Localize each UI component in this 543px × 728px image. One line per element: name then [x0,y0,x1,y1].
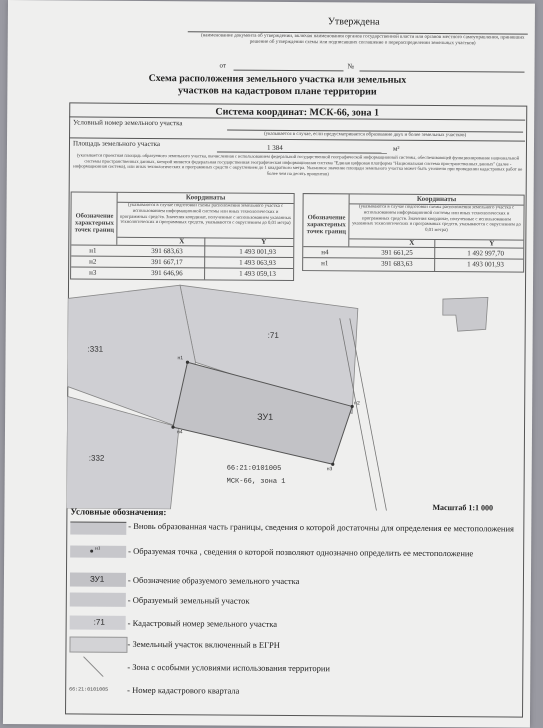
legend-item-quarter: - Номер кадастрового квартала [127,684,240,696]
legend-swatch-cadnum [70,615,126,629]
scale-label: Масштаб 1:1 000 [432,502,494,513]
left-row-pt-2: н2 [89,257,97,266]
parcel-right [443,297,488,331]
label-zu1: ЗУ1 [257,411,274,422]
legend-swatch-zu [70,572,126,586]
left-row-x-2: 391 667,17 [151,258,183,267]
document-sheet [3,0,535,728]
legend-item-egrn: - Земельный участок включенный в ЕГРН [127,638,280,650]
coords-table-left [70,191,295,281]
legend-swatch-formed [70,592,126,606]
point-col-header-right: Обозначение характерных точек границ [306,214,346,236]
label-n3: н3 [326,466,333,473]
left-row-pt-3: н3 [89,268,97,277]
date-line [234,70,344,72]
number-line [360,70,525,72]
y-col-header: Y [261,237,267,246]
right-row-x-2: 391 683,63 [381,259,413,268]
schema-title-2: участков на кадастровом плане территории [178,85,377,98]
left-row-y-1: 1 493 001,93 [239,247,277,256]
point-n1 [186,361,189,364]
label-332: :332 [88,453,105,463]
legend-swatch-cadnum-label: :71 [93,617,105,627]
legend-swatch-egrn [69,636,127,652]
conditional-number-label: Условный номер земельного участка [73,118,183,128]
left-row-y-2: 1 493 063,93 [239,258,276,267]
right-row-pt-1: н4 [321,248,329,257]
coords-note-right: (указываются в случае подготовки схемы расположения земельного участка с использованием информационной системы или иных технологических и программных средств. Значения координат, полученные с использованием указанных технологических и программных средств, указываются с округлением до 0,01 метра) [352,204,521,234]
y-col-header-right: Y [489,239,495,248]
x-col-header: X [179,237,185,246]
coords-header-right: Координаты [416,194,457,204]
label-71: :71 [267,330,279,340]
left-row-pt-1: н1 [89,246,97,255]
coords-header: Координаты [185,193,226,202]
schema-title-1: Схема расположения земельного участка или земельных [148,72,407,86]
area-value: 1 384 [266,143,283,152]
area-unit: м² [392,144,400,153]
number-label: № [347,62,355,71]
coords-note: (указываются в случае подготовки схемы расположения земельного участка с использованием информационной системы или иных технологических и программных средств. Значения координат, полученные с использованием указанных технологических и программных средств, указываются с округлением до 0,01 метра) [119,202,292,227]
approval-note: (наименование документа об утверждении, включая наименования органов государственной власти или органов местного самоуправления, принявших решение об утверждении схемы или подписавших соглашение о перераспределении земельных участков) [200,33,525,47]
from-label: от [219,61,227,70]
quarter-number: 66:21:0101005 [226,464,282,473]
point-col-header: Обозначение характерных точек границ [74,212,114,234]
map-cs: МСК-66, зона 1 [226,477,286,486]
area-label: Площадь земельного участка [72,139,161,149]
legend-item-formed: - Образуемый земельный участок [127,594,250,606]
label-n4: н4 [176,429,183,436]
legend-swatch-zone [69,656,125,676]
left-row-y-3: 1 493 059,13 [239,269,276,278]
legend-item-boundary: - Вновь образованная часть границы, сведения о которой достаточны для определения ее местоположения [128,520,514,534]
area-note: (указывается проектная площадь образуемого земельного участка, вычисленная с использованием федеральной государственной географической информационной системы, обеспечивающей функционирование национальной системы пространственных данных, которой является федеральная государственная географическая информационная система "Единая цифровая платформа "Национальная система пространственных данных" (далее - информационная система), или иных технологических и программных средств с округлением до 1 квадратного метра. Указанное значение площади земельного участка может быть уточнено при проведении кадастровых работ не более чем на десять процентов) [73,152,523,177]
label-n2: н2 [354,400,360,407]
point-n4 [171,426,174,429]
coords-table-right [302,193,525,273]
legend-item-zu-label: - Обозначение образуемого земельного участка [127,574,300,587]
legend-swatch-zu-label: ЗУ1 [89,574,105,584]
coord-system-title: Система координат: МСК-66, зона 1 [215,106,380,119]
legend-item-cadnum: - Кадастровый номер земельного участка [127,617,278,629]
legend-item-point: - Образуемая точка , сведения о которой позволяют однозначно определить ее местоположение [128,545,474,559]
right-row-y-2: 1 493 001,93 [467,260,504,269]
label-n1: н1 [177,355,184,362]
legend-swatch-boundary [70,521,126,534]
right-row-x-1: 391 661,25 [381,248,413,257]
right-row-pt-2: н1 [321,259,329,268]
legend-title: Условные обозначения: [70,506,167,518]
legend-swatch-point-label: н1 [95,546,101,552]
legend-swatch-quarter: 66:21:0101005 [69,686,109,693]
left-row-x-1: 391 683,63 [151,247,183,256]
right-row-y-1: 1 492 997,70 [467,249,505,258]
legend-item-zone: - Зона с особыми условиями использования территории [127,661,331,674]
approved-heading: Утверждена [327,16,380,28]
cadastral-map [66,276,524,511]
label-331: :331 [87,344,104,354]
legend-swatch-point [70,545,126,557]
left-row-x-3: 391 646,96 [151,269,183,278]
conditional-number-note: (указывается в случае, если предусматривается образование двух и более земельных участков) [263,131,467,139]
x-col-header-right: X [409,238,415,247]
